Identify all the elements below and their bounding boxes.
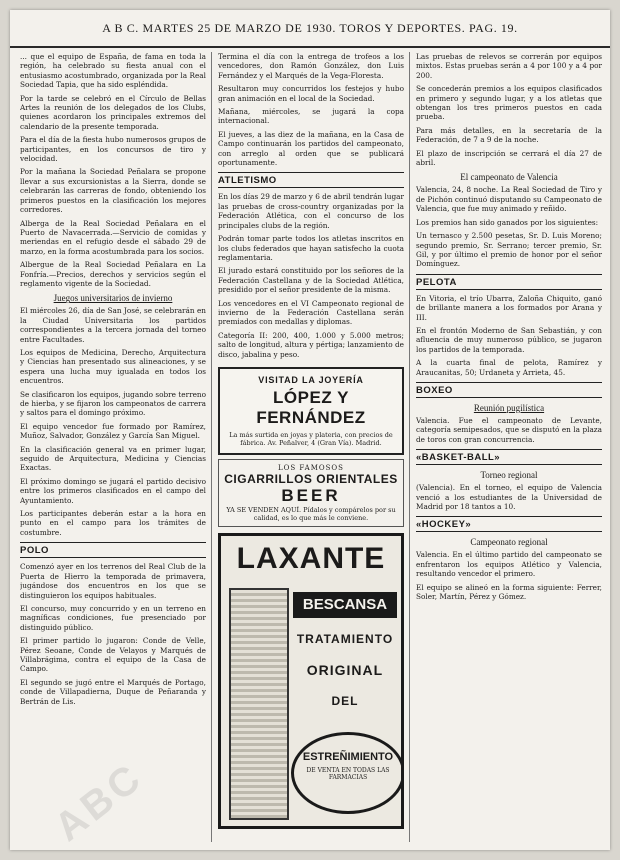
advert-cigarrillos xyxy=(218,459,404,527)
advert-title: LÓPEZ Y FERNÁNDEZ xyxy=(256,387,366,427)
paragraph: Comenzó ayer en los terrenos del Real Club de la Puerta de Hierro la temporada de primavera, jugándose dos encuentros en los que se distinguieron los equipos habituales. xyxy=(20,562,206,600)
advert-oval xyxy=(291,732,404,814)
advert-line: YA SE VENDEN AQUÍ. Pídalos y compárelos por su calidad, es lo que más le conviene. xyxy=(226,505,396,522)
advert-line: VISITAD LA JOYERÍA xyxy=(258,374,364,385)
paragraph: Para el día de la fiesta hubo numerosos grupos de participantes, en los concursos de tiro y velocidad. xyxy=(20,135,206,164)
advert-line: TRATAMIENTO xyxy=(296,631,394,646)
paragraph: Mañana, miércoles, se jugará la copa internacional. xyxy=(218,107,404,126)
paragraph: Para más detalles, en la secretaría de la Federación, de 7 a 9 de la noche. xyxy=(416,125,602,145)
paragraph: (Valencia). En el torneo, el equipo de Valencia venció a los estudiantes de la Universidad de Madrid por 18 tantos a 10. xyxy=(416,483,602,511)
paragraph: Los premios han sido ganados por los siguientes: xyxy=(416,217,599,227)
section-heading-basket: «BASKET-BALL» xyxy=(416,449,602,465)
paragraph: Los equipos de Medicina, Derecho, Arquitectura y Ciencias han presentado sus alineaciones, y se espera una lucha muy igualada en todos los encuentros. xyxy=(20,347,206,386)
paragraph: Se concederán premios a los equipos clasificados en primero y segundo lugar, y a los atletas que obtengan los tres primeros puestos en cada prueba. xyxy=(416,84,602,122)
paragraph: Categoría II: 200, 400, 1.000 y 5.000 metros; salto de longitud, altura y pértiga; lanzamiento de disco, jabalina y peso. xyxy=(218,330,404,359)
paragraph: Por la mañana la Sociedad Peñalara se propone llevar a sus excursionistas a la Sierra, donde se celebrarán las carreras de fondo, obteniendo los primeros puestos en la clasificación los mejores corredores. xyxy=(20,167,206,215)
paragraph: ... que el equipo de España, de fama en toda la región, ha celebrado su fiesta anual con el entusiasmo acostumbrado, organizada por la Real Sociedad Tapia, que ha sido espléndida. xyxy=(20,52,206,90)
advert-laxante xyxy=(218,533,404,829)
paragraph: El plazo de inscripción se cerrará el día 27 de abril. xyxy=(416,148,602,168)
advert-product: BESCANSA xyxy=(293,592,397,618)
paragraph: El equipo se alineó en la forma siguiente: Ferrer, Soler, Martín, Pérez y Gómez. xyxy=(416,582,602,602)
page-header: A B C. MARTES 25 DE MARZO DE 1930. TOROS Y DEPORTES. PAG. 19. xyxy=(10,10,610,48)
paragraph: Se clasificaron los equipos, jugando sobre terreno de hierba, y se fijaron los campeonatos de carrera y saltos para el domingo próximo. xyxy=(20,389,206,418)
column-rule xyxy=(409,52,410,842)
paragraph: El primer partido lo jugaron: Conde de Velle, Pérez Seoane, Conde de Velayos y Marqués de Villabrágima, contra el equipo de la Casa de Campo. xyxy=(20,636,206,674)
paragraph: En la clasificación general va en primer lugar, seguido de Arquitectura, Medicina y Ciencias Exactas. xyxy=(20,444,206,473)
paragraph: Resultaron muy concurridos los festejos y hubo gran animación en el local de la Sociedad. xyxy=(218,84,404,103)
section-heading-polo: POLO xyxy=(20,542,206,558)
paragraph: El jueves, a las diez de la mañana, en la Casa de Campo continuarán los partidos del campeonato, con arreglo al orden que se publicará oportunamente. xyxy=(218,129,404,168)
paragraph: Las pruebas de relevos se correrán por equipos mixtos. Estas pruebas serán a 4 por 100 y a 4 por 200. xyxy=(416,52,602,80)
advert-line: CIGARRILLOS ORIENTALES xyxy=(224,471,398,486)
paragraph: Los vencedores en el VI Campeonato regional de invierno de la Federación Castellana serán premiados con medallas y diplomas. xyxy=(218,298,404,327)
section-subheading: Reunión pugilística xyxy=(473,402,545,413)
paragraph: En Vitoria, el trío Ubarra, Zaloña Chiquito, ganó de brillante manera a los formados por Arana y III. xyxy=(416,293,602,322)
paragraph: Valencia. Fue el campeonato de Levante, categoría semipesados, que se disputó en la plaza de toros con gran concurrencia. xyxy=(416,415,602,444)
watermark: ABC xyxy=(46,754,152,850)
section-heading-atletismo: ATLETISMO xyxy=(218,172,404,188)
advert-joyeria xyxy=(218,367,404,455)
newspaper-page xyxy=(10,10,610,850)
section-heading: El campeonato de Valencia xyxy=(460,172,558,183)
paragraph: El próximo domingo se jugará el partido decisivo entre los primeros clasificados en el campo del Ayuntamiento. xyxy=(20,476,206,505)
section-subheading: Campeonato regional xyxy=(470,537,548,548)
paragraph: El jurado estará constituido por los señores de la Federación Castellana y de la Sociedad Atlética, presidido por el señor presidente de la misma. xyxy=(218,266,404,295)
paragraph: Valencia, 24, 8 noche. La Real Sociedad de Tiro y de Pichón continuó disputando su Campeonato de Valencia, que fue muy animado y reñido. xyxy=(416,185,602,214)
column-rule xyxy=(211,52,212,842)
column-1 xyxy=(20,52,206,842)
section-heading: Juegos universitarios de invierno xyxy=(53,293,173,304)
paragraph: En el frontón Moderno de San Sebastián, y con afluencia de muy numeroso público, se jugaron los partidos de la temporada. xyxy=(416,325,602,354)
column-2 xyxy=(218,52,404,842)
section-heading-hockey: «HOCKEY» xyxy=(416,516,602,532)
section-heading-pelota: PELOTA xyxy=(416,274,602,290)
paragraph: El segundo se jugó entre el Marqués de Portago, conde de Villapadierna, Duque de Peñaranda y Bertrán de Lis. xyxy=(20,677,206,706)
advert-brand: LAXANTE xyxy=(236,541,386,575)
paragraph: Termina el día con la entrega de trofeos a los vencedores, don Ramón González, don Luis Fernández y el Marqués de la Vega-Floresta. xyxy=(218,52,404,80)
section-subheading: Torneo regional xyxy=(480,470,538,481)
paragraph: El miércoles 26, día de San José, se celebrarán en la Ciudad Universitaria los partidos correspondientes a la tercera jornada del torneo entre Facultades. xyxy=(20,306,206,344)
paragraph: Albergue de la Real Sociedad Peñalara en La Fonfría.—Precios, derechos y servicios según el reglamento vigente de la Sociedad. xyxy=(20,260,206,288)
advert-line: DEL xyxy=(331,693,359,708)
advert-line: ORIGINAL xyxy=(306,661,384,678)
advert-line: DE VENTA EN TODAS LAS FARMACIAS xyxy=(306,766,390,781)
paragraph: Por la tarde se celebró en el Círculo de Bellas Artes la reunión de los delegados de los Clubs, quienes acordaron los principales extremos del calendario de la presente temporada. xyxy=(20,93,206,131)
advert-line: ESTREÑIMIENTO xyxy=(302,750,394,763)
paragraph: Alberga de la Real Sociedad Peñalara en el Puerto de Navacerrada.—Servicio de comidas y meriendas en el refugio desde el sábado 29 de marzo, en la forma acostumbrada para los socios. xyxy=(20,218,206,256)
paragraph: Un ternasco y 2.500 pesetas, Sr. D. Luis Moreno; segundo premio, Sr. Serrano; tercer premio, Sr. Gil, y por último el premio de honor por el señor Domínguez. xyxy=(416,231,602,269)
paragraph: El equipo vencedor fue formado por Ramírez, Muñoz, Salvador, González y García San Miguel. xyxy=(20,421,206,441)
advert-line: La más surtida en joyas y plateria, con precios de fábrica. Av. Peñalver, 4 (Gran Vía). Madrid. xyxy=(229,430,393,447)
paragraph: El concurso, muy concurrido y en un terreno en magníficas condiciones, fue presenciado por distinguido público. xyxy=(20,603,206,632)
paragraph: Los participantes deberán estar a la hora en punto en el campo para los trámites de costumbre. xyxy=(20,509,206,537)
paragraph: Podrán tomar parte todos los atletas inscritos en los clubs federados que hayan satisfecho la cuota reglamentaria. xyxy=(218,234,404,262)
paragraph: En los días 29 de marzo y 6 de abril tendrán lugar las pruebas de cross-country organizadas por la Federación Atlética, con el concurso de los principales clubs de la región. xyxy=(218,192,404,230)
paragraph: A la cuarta final de pelota, Ramírez y Araucanitas, 50; Urdaneta y Arrieta, 45. xyxy=(416,358,602,377)
column-3 xyxy=(416,52,602,842)
bottle-illustration xyxy=(229,588,289,820)
paragraph: Valencia. En el último partido del campeonato se enfrentaron los equipos Atlético y Valencia, resultando vencedor el primero. xyxy=(416,550,602,579)
advert-line: LOS FAMOSOS xyxy=(278,463,344,472)
advert-title: BEER xyxy=(281,485,341,505)
section-heading-boxeo: BOXEO xyxy=(416,382,602,398)
